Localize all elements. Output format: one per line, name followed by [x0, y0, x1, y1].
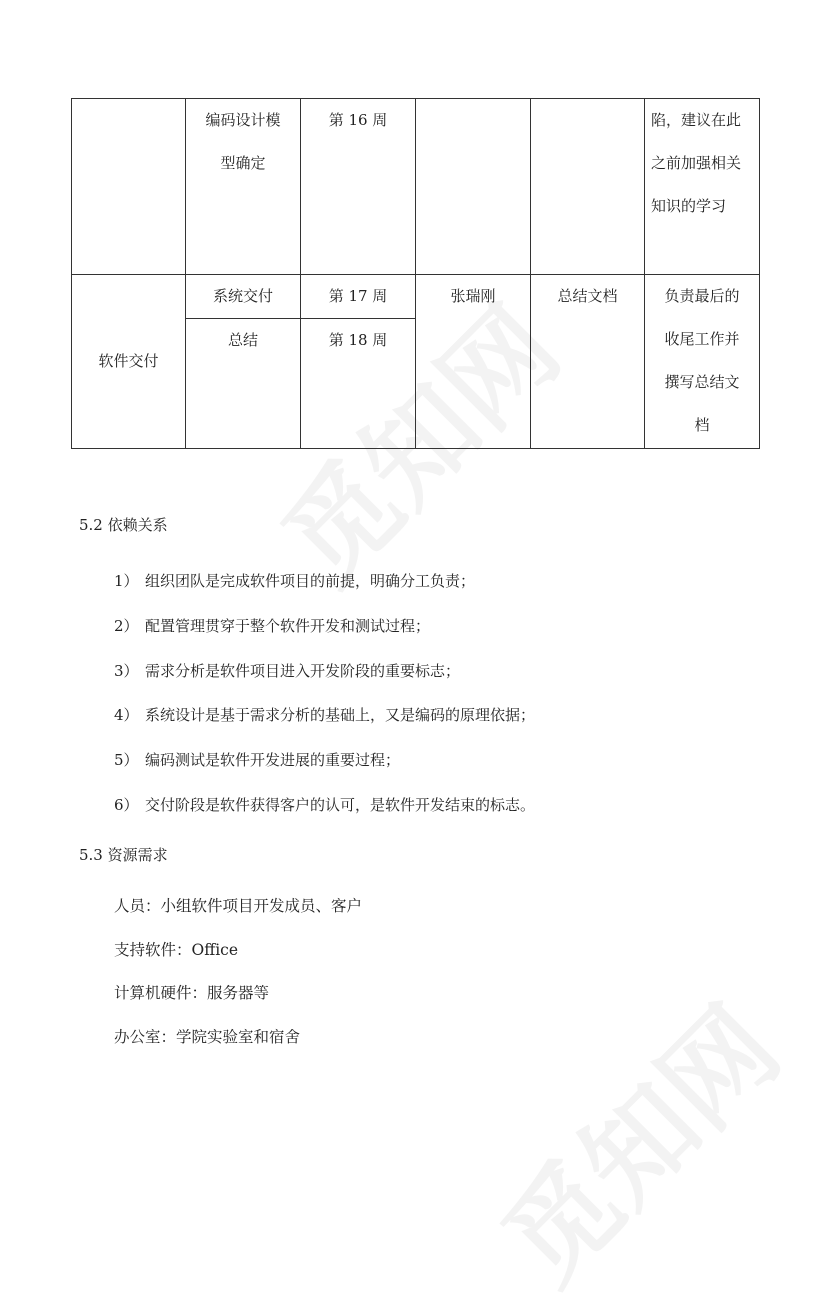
phase-cell: 软件交付: [98, 352, 159, 370]
table-cell: [531, 275, 645, 449]
table-cell: [72, 275, 186, 449]
table-cell: [301, 99, 416, 275]
table-cell: [186, 275, 301, 319]
list-item: 5） 编码测试是软件开发进展的重要过程；: [114, 751, 401, 770]
list-item: 人员：小组软件项目开发成员、客户: [114, 897, 363, 915]
table-row: [72, 275, 760, 319]
dependency-list: [114, 570, 535, 839]
deliverable-cell: 总结文档: [557, 287, 618, 305]
note-cell: 负责最后的收尾工作并撰写总结文档: [664, 287, 740, 434]
list-item: 计算机硬件：服务器等: [114, 984, 270, 1002]
schedule-table: [71, 98, 760, 449]
task-cell: 系统交付: [212, 287, 273, 305]
list-item: 2） 配置管理贯穿于整个软件开发和测试过程；: [114, 616, 431, 635]
resource-list: [114, 895, 362, 1069]
list-item: 支持软件：Office: [114, 940, 239, 959]
table-cell: [416, 275, 531, 449]
section-heading: 5.2 依赖关系: [79, 516, 168, 534]
week-cell: 第 17 周: [328, 287, 388, 305]
table-row: [72, 99, 760, 275]
list-item: 3） 需求分析是软件项目进入开发阶段的重要标志；: [114, 661, 461, 680]
table-cell: [186, 99, 301, 275]
section-heading: 5.3 资源需求: [79, 846, 168, 864]
watermark: [462, 966, 807, 1311]
list-item: 4） 系统设计是基于需求分析的基础上，又是编码的原理依据；: [114, 706, 536, 725]
list-item: 1） 组织团队是完成软件项目的前提，明确分工负责；: [114, 572, 476, 590]
owner-cell: 张瑞刚: [450, 287, 496, 305]
task-cell: 总结: [227, 331, 258, 349]
list-item: 6） 交付阶段是软件获得客户的认可，是软件开发结束的标志。: [114, 795, 536, 814]
table-cell: [301, 275, 416, 319]
table-cell: [301, 319, 416, 449]
week-cell: 第 18 周: [328, 331, 388, 349]
list-item: 办公室：学院实验室和宿舍: [114, 1027, 301, 1046]
table-cell: [416, 99, 531, 275]
task-cell: 编码设计模型确定: [205, 111, 281, 172]
table-cell: [645, 275, 760, 449]
table-cell: [645, 99, 760, 275]
table-cell: [72, 99, 186, 275]
table-cell: [186, 319, 301, 449]
week-cell: 第 16 周: [328, 111, 388, 129]
note-cell: 陷，建议在此之前加强相关知识的学习: [651, 111, 742, 215]
table-cell: [531, 99, 645, 275]
